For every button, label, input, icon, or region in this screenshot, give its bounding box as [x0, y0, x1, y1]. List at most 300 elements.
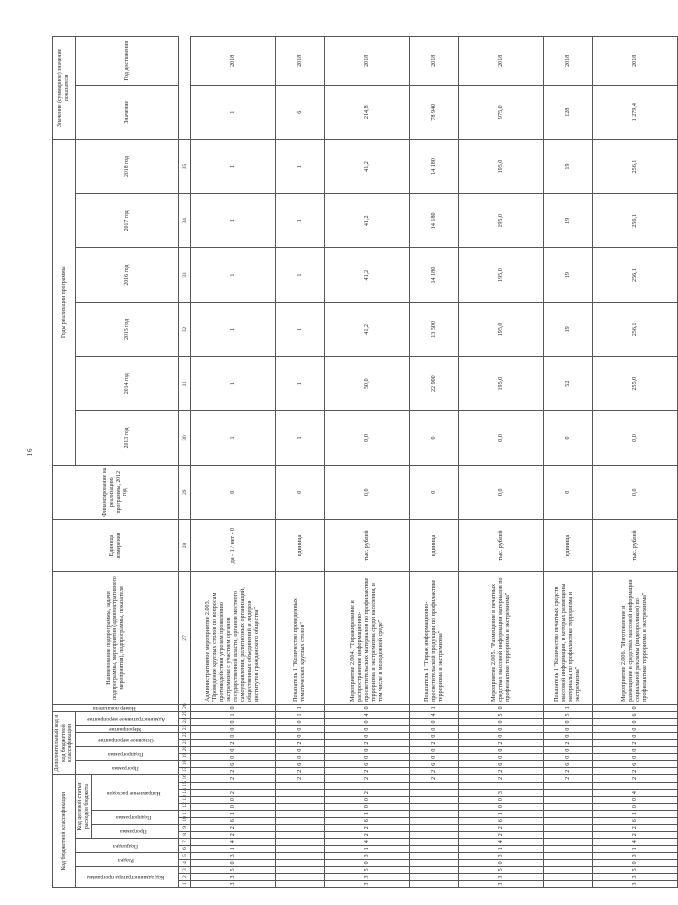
year-value: 14 180 [410, 248, 459, 302]
year-value: 1 [276, 411, 325, 465]
code-digit: 2 [459, 768, 544, 775]
year-value: 1 [276, 302, 325, 356]
year-value: 256,1 [593, 139, 678, 193]
code-digit: 0 [544, 726, 593, 733]
column-number: 28 [179, 519, 191, 571]
row-final-value: 1 [191, 85, 276, 139]
code-digit: 0 [191, 859, 276, 866]
code-digit [276, 796, 325, 803]
header-financing: Финансирование на реализацию программы, 2012 год [53, 465, 179, 519]
year-value: 255,0 [593, 357, 678, 411]
header-2014: 2014 год [75, 357, 178, 411]
code-digit: 0 [593, 803, 678, 810]
header-2015: 2015 год [75, 302, 178, 356]
row-financing: 0,0 [325, 465, 410, 519]
code-digit: 2 [593, 768, 678, 775]
code-digit [544, 852, 593, 859]
code-digit [410, 817, 459, 824]
code-digit: 0 [276, 754, 325, 761]
row-name: Показатель 1 "Количество печатных средств массовой информации, в которых размещены материалы по профилактике терроризма и экстремизма" [544, 572, 593, 705]
code-digit: 4 [593, 789, 678, 796]
code-digit: 2 [191, 775, 276, 782]
row-unit: тыс. рублей [459, 519, 544, 571]
code-digit [410, 852, 459, 859]
code-digit: 6 [276, 761, 325, 768]
code-digit: 6 [593, 761, 678, 768]
code-digit [325, 782, 410, 789]
column-number: 25 [179, 711, 191, 718]
code-digit [544, 789, 593, 796]
header-indicator-number: Номер показателя [92, 704, 136, 711]
code-digit: 0 [276, 733, 325, 740]
code-digit: 6 [325, 761, 410, 768]
code-digit: 2 [325, 824, 410, 831]
year-value: 195,0 [459, 194, 544, 248]
code-digit: 0 [544, 747, 593, 754]
header-add-subprogram: Подпрограмма [108, 750, 144, 757]
row-unit: тыс. рублей [593, 519, 678, 571]
column-number: 31 [179, 357, 191, 411]
header-additional-code: Дополнительный код и код бюджетной классификации [53, 711, 76, 774]
code-digit: 0 [191, 747, 276, 754]
code-digit: 6 [191, 817, 276, 824]
code-digit: 0 [191, 803, 276, 810]
year-value: 195,0 [459, 248, 544, 302]
column-number: 1 [179, 880, 191, 887]
code-digit [276, 838, 325, 845]
code-digit: 0 [191, 719, 276, 726]
code-digit: 2 [544, 768, 593, 775]
year-value: 1 [191, 194, 276, 248]
code-digit: 2 [410, 740, 459, 747]
code-digit: 0 [325, 803, 410, 810]
code-digit: 2 [593, 775, 678, 782]
code-digit [276, 789, 325, 796]
year-value: 1 [191, 248, 276, 302]
code-digit: 5 [593, 866, 678, 873]
code-digit: 0 [276, 726, 325, 733]
code-digit [544, 817, 593, 824]
code-digit: 0 [459, 733, 544, 740]
code-digit: 0 [325, 733, 410, 740]
column-number: 33 [179, 248, 191, 302]
code-digit [410, 859, 459, 866]
code-digit: 2 [191, 831, 276, 838]
program-table-frame [52, 36, 649, 888]
code-digit [410, 880, 459, 887]
header-subprogram: Подпрограмма [116, 814, 152, 821]
code-digit [410, 866, 459, 873]
code-digit: 1 [544, 704, 593, 711]
column-number: 2 [179, 873, 191, 880]
code-digit: 5 [325, 866, 410, 873]
code-digit [593, 782, 678, 789]
code-digit: 6 [459, 761, 544, 768]
header-add-main-event: Основное мероприятие [97, 736, 154, 743]
column-number: 27 [179, 572, 191, 705]
column-number: 34 [179, 194, 191, 248]
code-digit: 3 [191, 880, 276, 887]
code-digit [410, 831, 459, 838]
code-digit: 0 [325, 754, 410, 761]
code-digit: 2 [544, 740, 593, 747]
column-number: 15 [179, 782, 191, 789]
header-2017: 2017 год [75, 194, 178, 248]
year-value: 19 [544, 194, 593, 248]
code-digit: 0 [410, 747, 459, 754]
code-digit: 0 [191, 726, 276, 733]
code-digit: 0 [459, 726, 544, 733]
code-digit: 0 [593, 719, 678, 726]
code-digit: 1 [593, 845, 678, 852]
code-digit: 1 [325, 810, 410, 817]
row-final-value: 6 [276, 85, 325, 139]
code-digit: 3 [459, 873, 544, 880]
code-digit: 3 [325, 852, 410, 859]
row-achievement-year: 2018 [593, 37, 678, 86]
code-digit: 6 [191, 761, 276, 768]
code-digit [544, 880, 593, 887]
row-final-value: 78 940 [410, 85, 459, 139]
year-value: 256,1 [593, 194, 678, 248]
code-digit: 0 [325, 796, 410, 803]
row-unit: единица [544, 519, 593, 571]
code-digit [410, 824, 459, 831]
code-digit: 0 [593, 704, 678, 711]
year-value: 19 [544, 248, 593, 302]
code-digit: 2 [191, 740, 276, 747]
code-digit: 2 [325, 775, 410, 782]
row-unit: тыс. рублей [325, 519, 410, 571]
year-value: 0 [544, 411, 593, 465]
code-digit: 1 [459, 810, 544, 817]
code-digit: 5 [459, 711, 544, 718]
column-number: 10 [179, 817, 191, 824]
header-program: Программа [120, 828, 148, 835]
header-section: Раздел [117, 856, 134, 863]
column-number: 29 [179, 465, 191, 519]
code-digit: 3 [191, 873, 276, 880]
code-digit: 0 [544, 754, 593, 761]
column-number: 6 [179, 845, 191, 852]
code-digit: 3 [593, 852, 678, 859]
code-digit [544, 831, 593, 838]
column-number: 8 [179, 831, 191, 838]
code-digit: 2 [325, 768, 410, 775]
year-value: 1 [276, 248, 325, 302]
table-row [191, 37, 276, 888]
code-digit: 6 [325, 817, 410, 824]
column-number-row [179, 37, 191, 888]
code-digit [410, 789, 459, 796]
code-digit: 1 [276, 704, 325, 711]
code-digit: 0 [544, 733, 593, 740]
code-digit: 2 [593, 824, 678, 831]
row-unit: единица [410, 519, 459, 571]
header-add-program: Программа [112, 764, 139, 771]
code-digit: 1 [459, 845, 544, 852]
row-achievement-year: 2018 [191, 37, 276, 86]
code-digit: 1 [191, 810, 276, 817]
column-number: 18 [179, 761, 191, 768]
year-value: 1 [191, 411, 276, 465]
header-add-activity: Мероприятие [109, 726, 142, 733]
code-digit: 2 [325, 789, 410, 796]
code-digit: 6 [593, 817, 678, 824]
code-digit: 4 [325, 838, 410, 845]
code-digit: 2 [459, 824, 544, 831]
year-value: 0,0 [325, 411, 410, 465]
column-number: 20 [179, 747, 191, 754]
code-digit: 0 [459, 803, 544, 810]
header-years: Годы реализации программы [53, 139, 76, 465]
row-name: Административное мероприятие 2.003. "Проведение круглых столов по вопросам противодействия угрозам проявлению экстремизма с участием органов государственной власти, органов местного самоуправления, религиозных организаций, общественных объединений и лидеров институтов гражданского общества" [191, 572, 276, 705]
year-value: 50,0 [325, 357, 410, 411]
code-digit [544, 873, 593, 880]
column-number: 23 [179, 726, 191, 733]
code-digit: 3 [325, 880, 410, 887]
code-digit: 0 [459, 719, 544, 726]
code-digit: 1 [410, 704, 459, 711]
code-digit [410, 810, 459, 817]
row-final-value: 214,8 [325, 85, 410, 139]
table-row [593, 37, 678, 888]
header-2018: 2018 год [75, 139, 178, 193]
code-digit: 3 [593, 873, 678, 880]
code-digit [544, 796, 593, 803]
code-digit: 0 [593, 733, 678, 740]
column-number: 9 [179, 824, 191, 831]
code-digit: 5 [191, 866, 276, 873]
row-name: Мероприятие 2.004. "Тиражирование и распространение информационно-просветительских материалов по профилактике терроризма и экстремизма среди населения, в том числе в молодежной среде" [325, 572, 410, 705]
code-digit [544, 859, 593, 866]
header-target-article: Код целевой статьи расходов бюджета [75, 775, 91, 839]
year-value: 41,2 [325, 194, 410, 248]
code-digit: 0 [191, 754, 276, 761]
year-value: 19 [544, 139, 593, 193]
year-value: 0 [410, 411, 459, 465]
code-digit: 0 [325, 726, 410, 733]
header-achievement-year: Год достижения [75, 37, 178, 86]
code-digit: 1 [191, 711, 276, 718]
code-digit: 0 [544, 719, 593, 726]
code-digit [544, 803, 593, 810]
year-value: 1 [276, 357, 325, 411]
header-2013: 2013 год [75, 411, 178, 465]
code-digit [459, 782, 544, 789]
code-digit: 0 [325, 859, 410, 866]
table-row [276, 37, 325, 888]
column-number: 35 [179, 139, 191, 193]
code-digit [276, 866, 325, 873]
code-digit [544, 838, 593, 845]
row-final-value: 1 279,4 [593, 85, 678, 139]
code-digit: 3 [593, 880, 678, 887]
code-digit: 0 [593, 754, 678, 761]
row-financing: 0 [276, 465, 325, 519]
code-digit [544, 866, 593, 873]
code-digit: 2 [325, 831, 410, 838]
table-body [191, 37, 678, 888]
row-achievement-year: 2018 [544, 37, 593, 86]
column-number: 19 [179, 754, 191, 761]
code-digit: 0 [593, 726, 678, 733]
year-value: 41,2 [325, 139, 410, 193]
code-digit: 2 [191, 789, 276, 796]
code-digit: 2 [276, 768, 325, 775]
header-value: Значение [75, 85, 178, 139]
header-direction: Направление расходов [106, 789, 161, 796]
code-digit [544, 845, 593, 852]
code-digit [544, 782, 593, 789]
column-number: 3 [179, 866, 191, 873]
code-digit: 0 [191, 796, 276, 803]
code-digit: 1 [593, 810, 678, 817]
year-value: 0,0 [459, 411, 544, 465]
column-number: 13 [179, 796, 191, 803]
code-digit: 5 [544, 711, 593, 718]
code-digit: 0 [191, 733, 276, 740]
code-digit: 2 [593, 831, 678, 838]
page-number: 16 [26, 447, 34, 457]
row-achievement-year: 2018 [410, 37, 459, 86]
header-budget-classification: Код бюджетной классификации [53, 775, 76, 888]
row-unit: да - 1 / нет - 0 [191, 519, 276, 571]
code-digit: 2 [325, 740, 410, 747]
code-digit: 6 [410, 761, 459, 768]
year-value: 22 900 [410, 357, 459, 411]
code-digit: 2 [276, 740, 325, 747]
column-number: 32 [179, 302, 191, 356]
code-digit: 3 [459, 852, 544, 859]
code-digit: 3 [459, 789, 544, 796]
code-digit [410, 803, 459, 810]
code-digit: 2 [276, 775, 325, 782]
code-digit: 6 [593, 711, 678, 718]
code-digit [276, 880, 325, 887]
code-digit [276, 803, 325, 810]
year-value: 195,0 [459, 302, 544, 356]
code-digit: 4 [459, 838, 544, 845]
code-digit [410, 873, 459, 880]
row-final-value: 975,0 [459, 85, 544, 139]
code-digit: 0 [459, 754, 544, 761]
code-digit: 0 [459, 796, 544, 803]
code-digit: 4 [410, 711, 459, 718]
code-digit: 0 [410, 719, 459, 726]
row-name: Мероприятие 2.006. "Изготовление и размещение в средствах массовой информации социальной рекламы (видеороликов) по профилактике терроризма и экстремизма" [593, 572, 678, 705]
row-name: Мероприятие 2.005. "Размещение в печатных средствах массовой информации материалов по профилактике терроризма и экстремизма" [459, 572, 544, 705]
code-digit: 0 [593, 796, 678, 803]
code-digit: 2 [459, 831, 544, 838]
column-number: 16 [179, 775, 191, 782]
code-digit: 6 [544, 761, 593, 768]
year-value: 1 [191, 302, 276, 356]
year-value: 256,1 [593, 248, 678, 302]
table-row [410, 37, 459, 888]
code-digit: 2 [191, 824, 276, 831]
code-digit: 1 [325, 845, 410, 852]
row-name: Показатель 1 "Количество проведенных тематических круглых столов" [276, 572, 325, 705]
code-digit: 0 [276, 719, 325, 726]
column-number: 5 [179, 852, 191, 859]
code-digit: 0 [459, 859, 544, 866]
column-number: 21 [179, 740, 191, 747]
table-row [544, 37, 593, 888]
header-add-admin-event: Административное мероприятие [86, 715, 165, 722]
table-row [459, 37, 544, 888]
code-digit: 5 [459, 866, 544, 873]
table-row [325, 37, 410, 888]
header-name: Наименование подпрограммы, задачи подпрограммы, мероприятия (административного мероприятия), подпрограммы, показателя [53, 572, 179, 705]
column-number: 26 [179, 704, 191, 711]
year-value: 41,2 [325, 302, 410, 356]
row-final-value: 128 [544, 85, 593, 139]
column-number: 24 [179, 719, 191, 726]
year-value: 0,0 [593, 411, 678, 465]
year-value: 52 [544, 357, 593, 411]
row-unit: единица [276, 519, 325, 571]
column-number: 7 [179, 838, 191, 845]
row-achievement-year: 2018 [325, 37, 410, 86]
row-financing: 0,0 [593, 465, 678, 519]
program-indicators-table [52, 36, 678, 888]
column-number: 14 [179, 789, 191, 796]
code-digit: 0 [325, 719, 410, 726]
column-number: 17 [179, 768, 191, 775]
header-admin-code: Код администратора программы [87, 874, 165, 881]
year-value: 19 [544, 302, 593, 356]
code-digit: 6 [459, 817, 544, 824]
code-digit [276, 852, 325, 859]
code-digit: 0 [410, 754, 459, 761]
code-digit: 2 [410, 768, 459, 775]
code-digit [276, 859, 325, 866]
year-value: 13 500 [410, 302, 459, 356]
year-value: 195,0 [459, 139, 544, 193]
code-digit: 0 [459, 747, 544, 754]
code-digit [410, 838, 459, 845]
code-digit [276, 824, 325, 831]
header-2016: 2016 год [75, 248, 178, 302]
code-digit [276, 817, 325, 824]
year-value: 14 180 [410, 194, 459, 248]
code-digit: 0 [410, 733, 459, 740]
code-digit: 2 [191, 768, 276, 775]
row-achievement-year: 2018 [276, 37, 325, 86]
code-digit: 2 [410, 775, 459, 782]
code-digit [410, 845, 459, 852]
code-digit [276, 782, 325, 789]
code-digit [410, 782, 459, 789]
code-digit: 2 [459, 740, 544, 747]
row-financing: 0 [191, 465, 276, 519]
code-digit: 1 [191, 845, 276, 852]
code-digit: 0 [325, 704, 410, 711]
code-digit: 3 [459, 880, 544, 887]
year-value: 1 [191, 139, 276, 193]
code-digit: 4 [325, 711, 410, 718]
code-digit [544, 824, 593, 831]
code-digit [544, 810, 593, 817]
row-achievement-year: 2018 [459, 37, 544, 86]
year-value: 195,0 [459, 357, 544, 411]
code-digit [410, 796, 459, 803]
code-digit: 3 [325, 873, 410, 880]
year-value: 1 [276, 194, 325, 248]
code-digit: 0 [276, 747, 325, 754]
code-digit [276, 845, 325, 852]
